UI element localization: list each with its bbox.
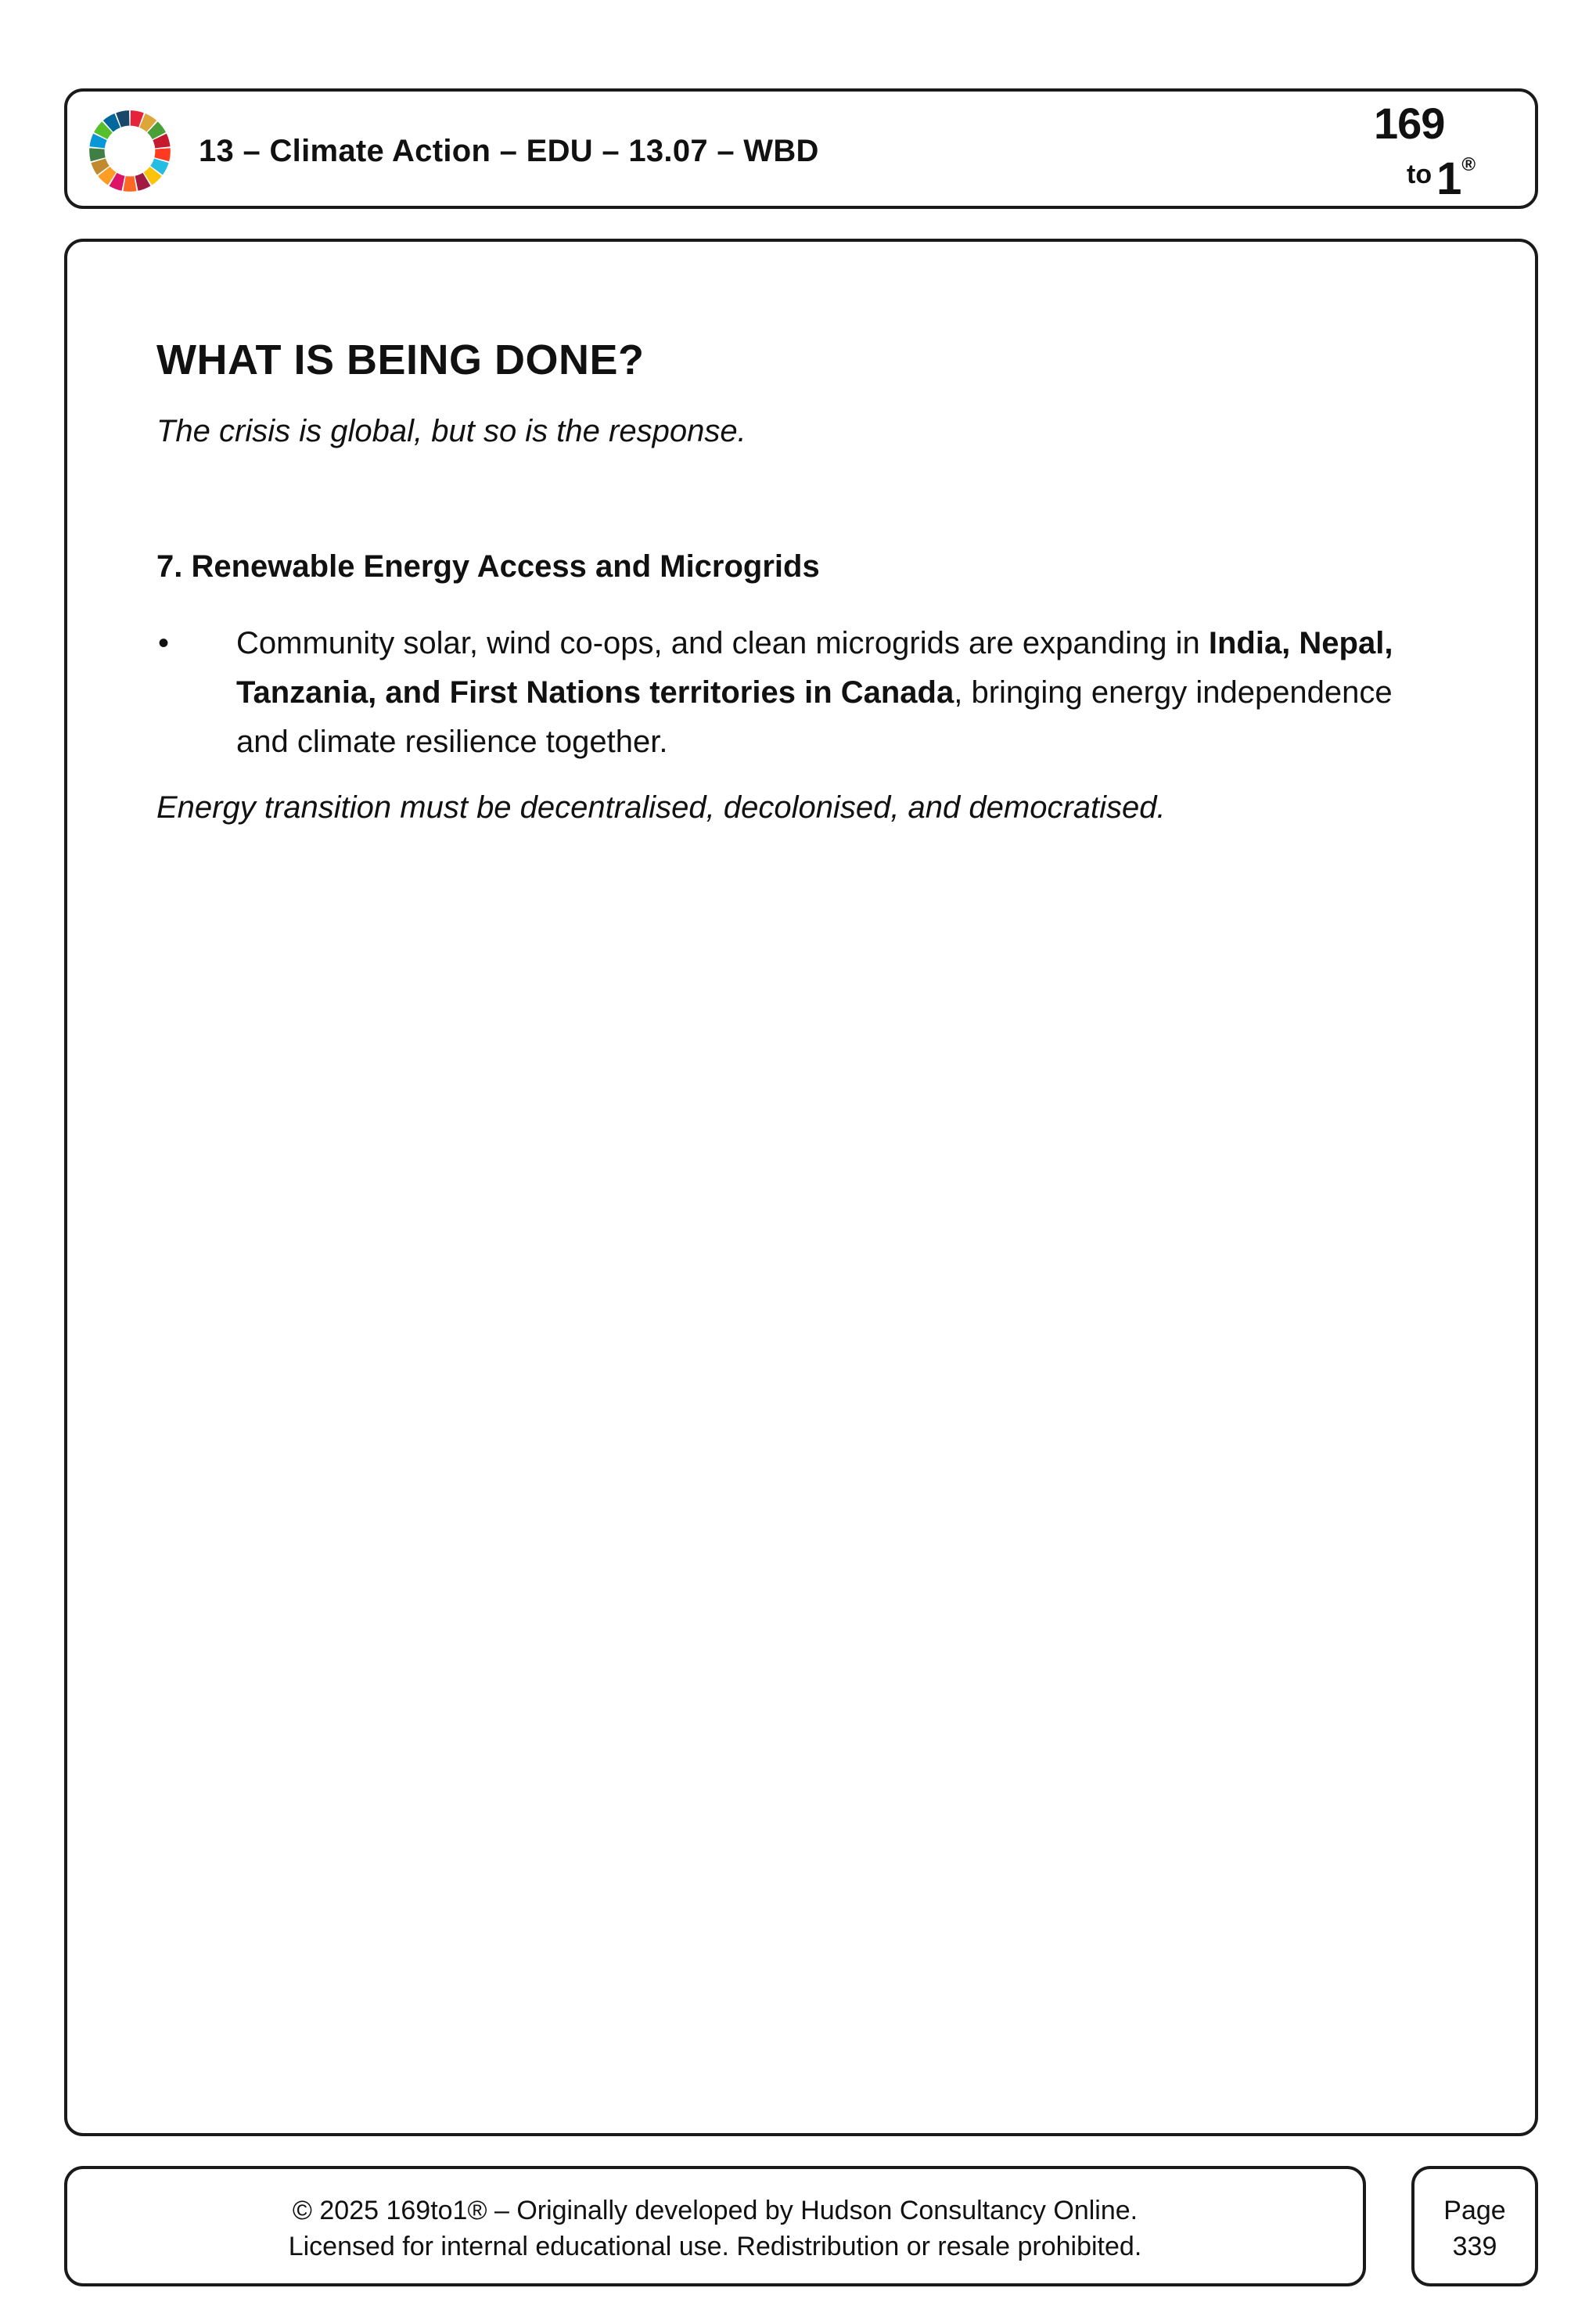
brand-logo-number: 169: [1374, 99, 1445, 148]
sdg-wheel-segment: [123, 176, 136, 192]
page-heading: WHAT IS BEING DONE?: [156, 336, 645, 383]
brand-logo-to: to: [1407, 160, 1432, 189]
section-title: 7. Renewable Energy Access and Microgrids: [156, 549, 820, 584]
page-number: 339: [1452, 2232, 1497, 2261]
content-panel: [64, 239, 1538, 2136]
bullet-text-bold: India, Nepal, Tanzania, and First Nations territories in Canada: [236, 626, 1393, 710]
bullet-item: [156, 619, 1440, 767]
header-bar: [64, 88, 1538, 209]
brand-logo-suffix: [1407, 153, 1476, 205]
brand-logo-one: 1: [1436, 153, 1462, 204]
closing-statement: Energy transition must be decentralised, decolonised, and democratised.: [156, 790, 1166, 825]
page-label: Page: [1443, 2196, 1506, 2225]
page-subtitle: The crisis is global, but so is the response.: [156, 414, 746, 448]
page-number-box: [1411, 2166, 1538, 2286]
page-indicator: [1414, 2193, 1535, 2265]
document-code: 13 – Climate Action – EDU – 13.07 – WBD: [199, 134, 819, 168]
footer-line-2: Licensed for internal educational use. Redistribution or resale prohibited.: [288, 2232, 1142, 2261]
brand-logo-registered-mark: ®: [1461, 154, 1476, 175]
bullet-text-prefix: Community solar, wind co-ops, and clean microgrids are expanding in: [236, 626, 1209, 660]
bullet-text-suffix: , bringing energy independence and climate resilience together.: [236, 675, 1393, 759]
bullet-dot-icon: •: [158, 626, 170, 660]
sdg-color-wheel-icon: [88, 109, 172, 193]
footer-line-1: © 2025 169to1® – Originally developed by Hudson Consultancy Online.: [292, 2196, 1138, 2225]
bullet-list: [156, 619, 1440, 767]
footer-copyright: [67, 2193, 1363, 2265]
footer-copyright-box: [64, 2166, 1366, 2286]
content-body: [156, 336, 1440, 826]
